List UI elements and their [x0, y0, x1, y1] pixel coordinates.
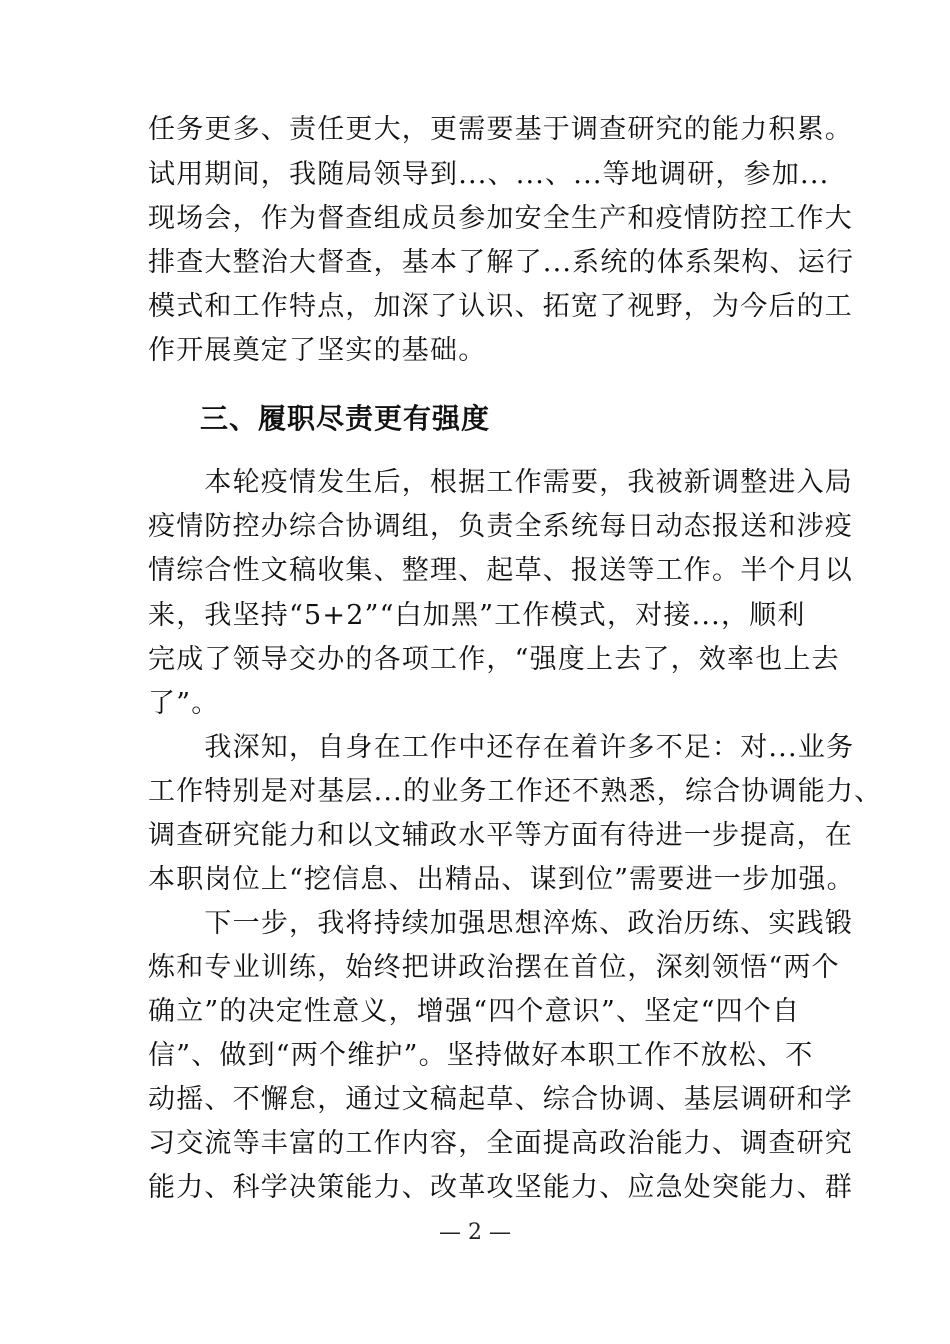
text-line: 作开展奠定了坚实的基础。: [148, 335, 487, 366]
text-line: 疫情防控办综合协调组，负责全系统每日动态报送和涉疫: [148, 511, 853, 542]
section-heading: 三、履职尽责更有强度: [200, 402, 491, 435]
text-line: 习交流等丰富的工作内容，全面提高政治能力、调查研究: [148, 1128, 853, 1159]
text-line: 确立”的决定性意义，增强“四个意识”、坚定“四个自: [148, 996, 801, 1027]
text-line: 工作特别是对基层...的业务工作还不熟悉，综合协调能力、: [148, 776, 883, 807]
text-line: 任务更多、责任更大，更需要基于调查研究的能力积累。: [148, 114, 853, 145]
text-line: 动摇、不懈怠，通过文稿起草、综合协调、基层调研和学: [148, 1084, 853, 1115]
text-line: 本职岗位上“挖信息、出精品、谋到位”需要进一步加强。: [148, 864, 855, 895]
text-line: 完成了领导交办的各项工作，“强度上去了，效率也上去: [148, 644, 840, 675]
text-line: 来，我坚持“5+2”“白加黑”工作模式，对接...，顺利: [148, 600, 806, 631]
page-number: — 2 —: [439, 1220, 511, 1245]
text-line: 情综合性文稿收集、整理、起草、报送等工作。半个月以: [148, 555, 853, 586]
text-line: 试用期间，我随局领导到...、...、...等地调研，参加...: [148, 159, 830, 190]
text-line: 现场会，作为督查组成员参加安全生产和疫情防控工作大: [148, 203, 853, 234]
text-line: 炼和专业训练，始终把讲政治摆在首位，深刻领悟“两个: [148, 952, 840, 983]
text-line: 本轮疫情发生后，根据工作需要，我被新调整进入局: [148, 467, 853, 498]
text-line: 调查研究能力和以文辅政水平等方面有待进一步提高，在: [148, 820, 853, 851]
text-line: 我深知，自身在工作中还存在着许多不足：对...业务: [148, 732, 855, 763]
text-line: 模式和工作特点，加深了认识、拓宽了视野，为今后的工: [148, 291, 853, 322]
text-line: 下一步，我将持续加强思想淬炼、政治历练、实践锻: [148, 908, 853, 939]
text-line: 了”。: [148, 688, 220, 719]
text-line: 能力、科学决策能力、改革攻坚能力、应急处突能力、群: [148, 1172, 853, 1203]
text-line: 信”、做到“两个维护”。坚持做好本职工作不放松、不: [148, 1040, 814, 1071]
text-line: 排查大整治大督查，基本了解了...系统的体系架构、运行: [148, 247, 855, 278]
